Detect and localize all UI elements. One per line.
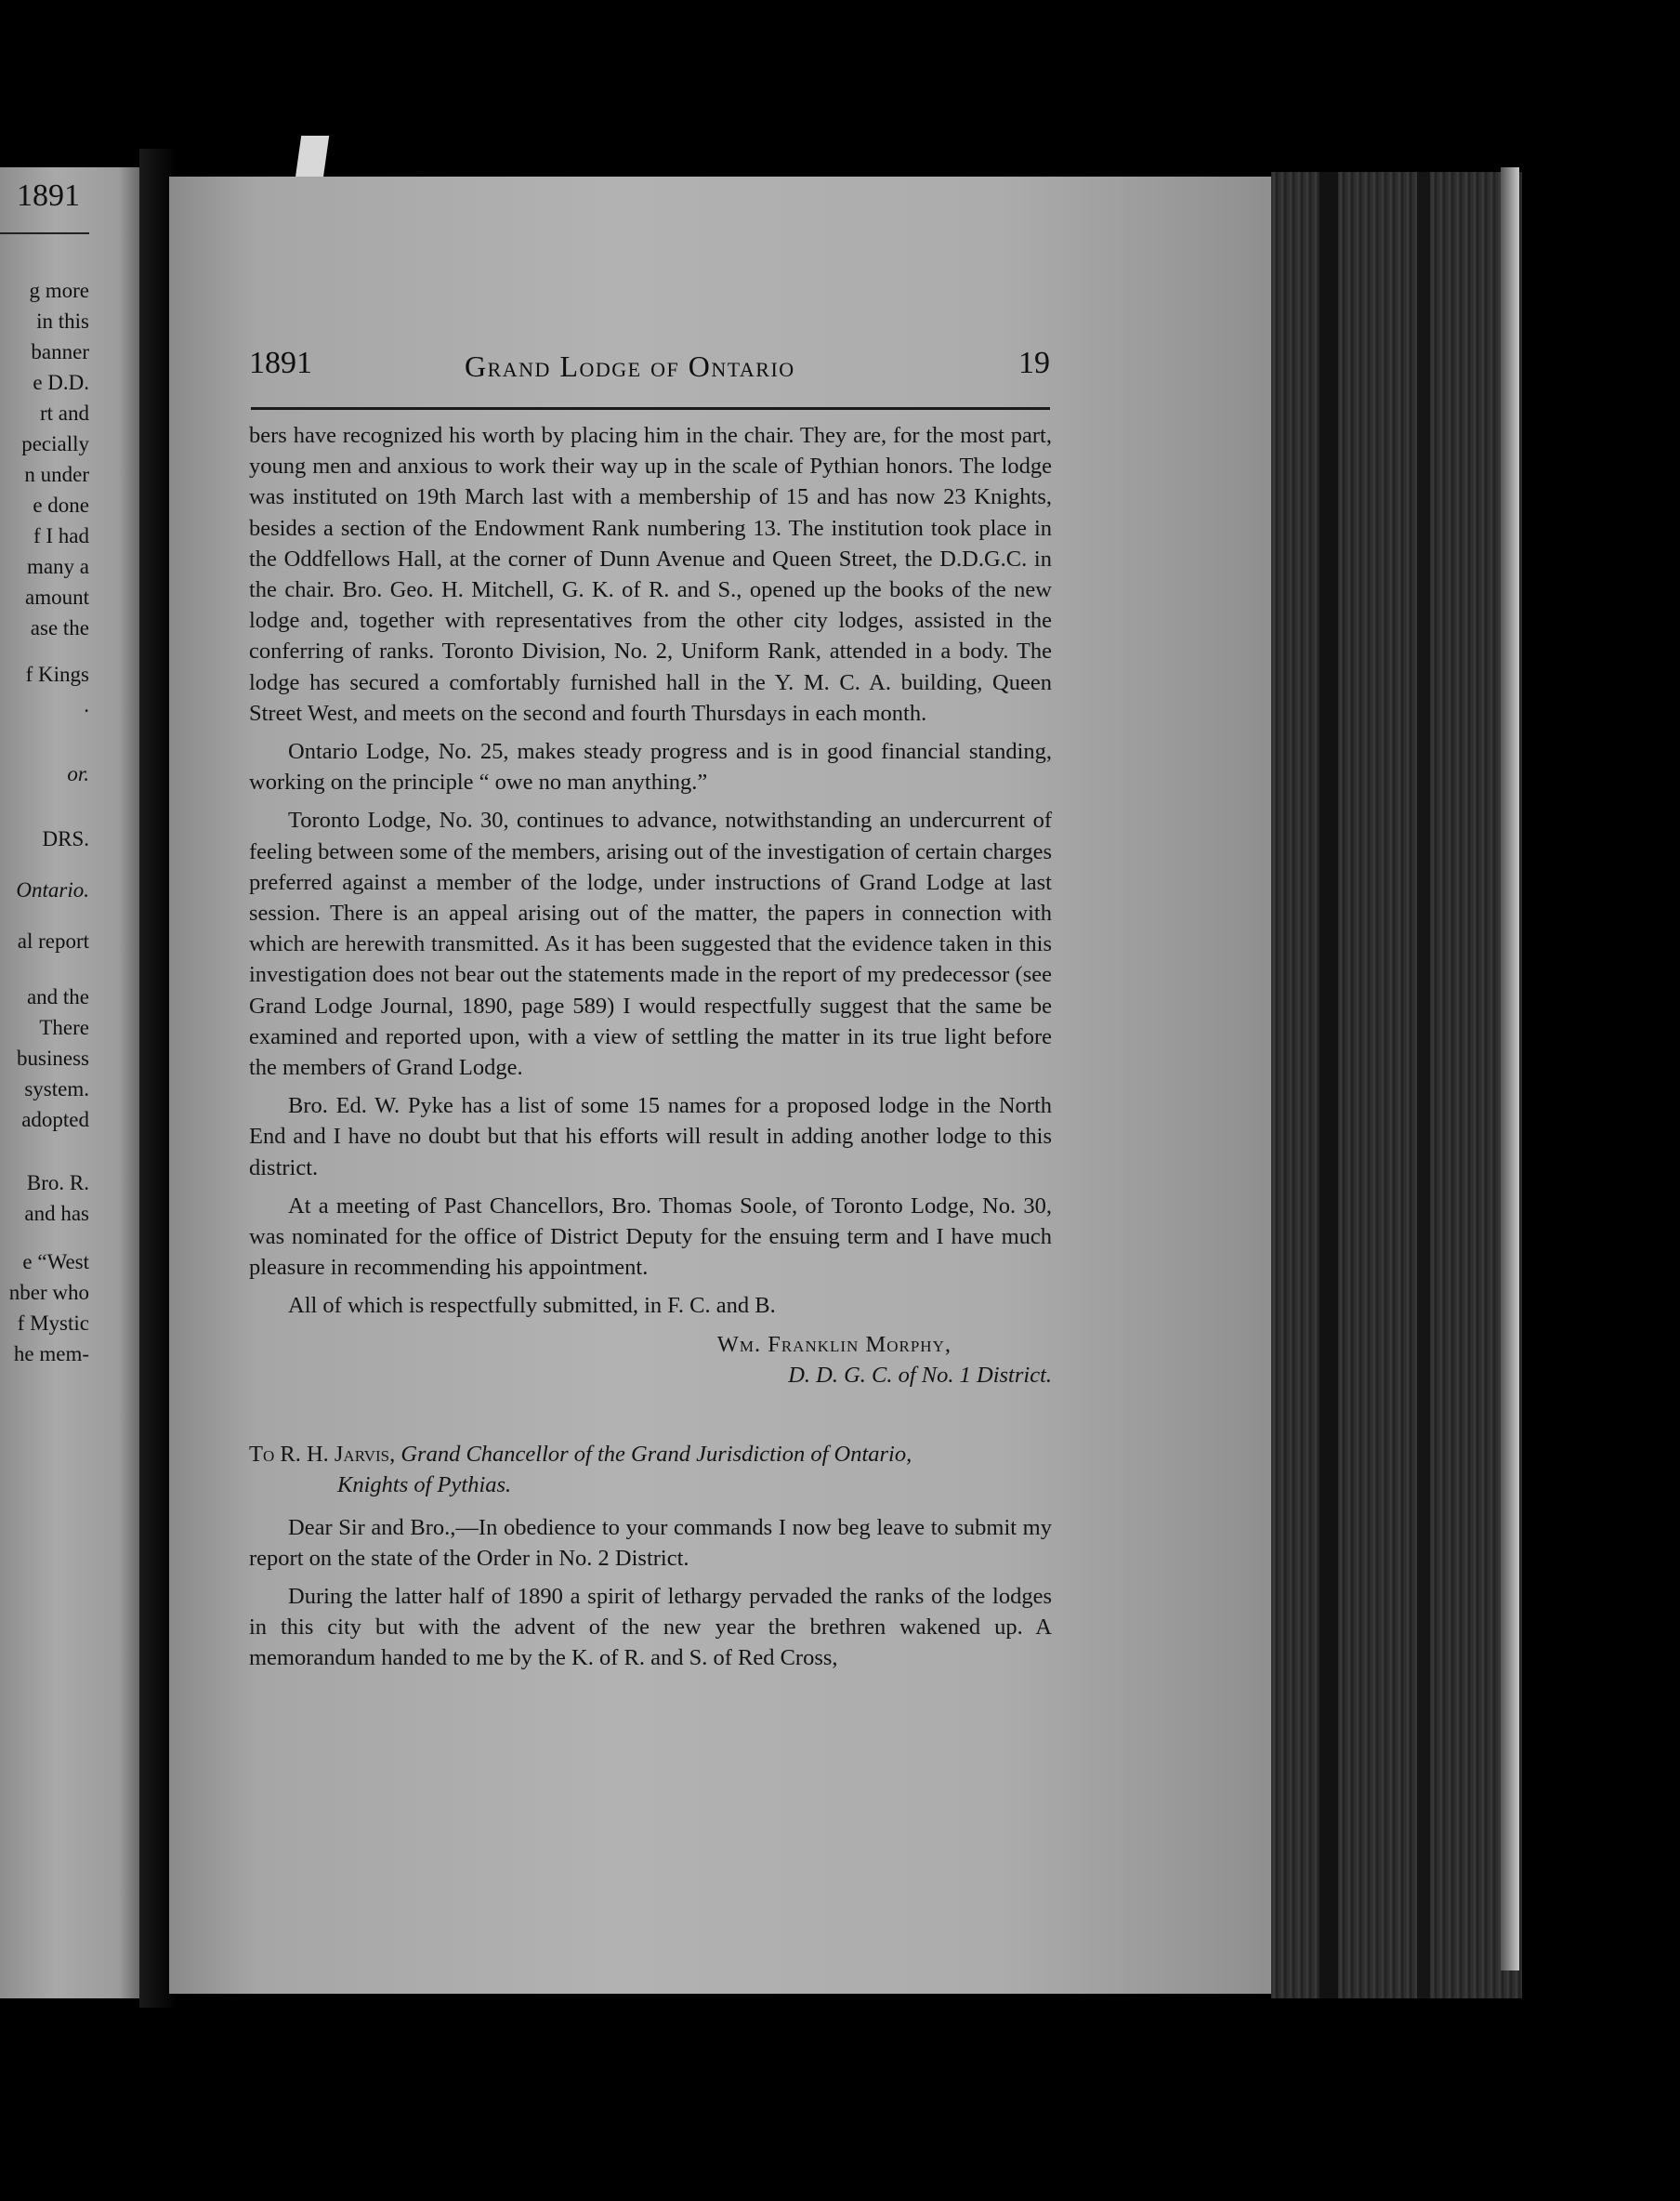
left-page-line: amount: [25, 586, 89, 609]
left-page-header: 1891: [17, 178, 80, 213]
running-head-title: Grand Lodge of Ontario: [465, 349, 795, 383]
address-recipient: To R. H. Jarvis,: [249, 1442, 396, 1468]
left-page-line: Ontario.: [16, 878, 89, 902]
left-page-line: There: [39, 1016, 89, 1039]
left-page-line: adopted: [21, 1108, 89, 1131]
left-page-line: n under: [24, 463, 89, 486]
address-line2: Knights of Pythias.: [337, 1472, 512, 1498]
left-page-line: in this: [36, 310, 89, 333]
left-page-rule: [0, 232, 89, 234]
paragraph: Toronto Lodge, No. 30, continues to advance, notwithstanding an undercurrent of feeling between some of the members, arising out of the investigation of certain charges preferred against a member of the lodge, under instructions of Grand Lodge at last session. There is an appeal arising out of the matter, the papers in connection with which are herewith transmitted. As it has been suggested that the evidence taken in this investigation does not bear out the statements made in the report of my predecessor (see Grand Lodge Journal, 1890, page 589) I would respectfully suggest that the same be examined and reported upon, with a view of settling the matter in its true light before the members of Grand Lodge.: [249, 808, 1052, 1081]
left-page-line: e done: [33, 494, 89, 517]
left-page-line: al report: [17, 929, 89, 953]
left-page-line: and the: [26, 985, 89, 1008]
left-page-line: system.: [24, 1077, 89, 1100]
header-rule: [251, 407, 1050, 410]
paragraph: Bro. Ed. W. Pyke has a list of some 15 names for a proposed lodge in the North End and I have no doubt but that his efforts will result in adding another lodge to this district.: [249, 1093, 1052, 1180]
left-page-line: and has: [24, 1202, 89, 1225]
page-edge-shadow: [1319, 172, 1338, 1998]
left-page-line: Bro. R.: [26, 1171, 89, 1194]
left-page-line: pecially: [21, 432, 89, 455]
page-edge-shadow: [1417, 172, 1430, 1998]
left-page-line: DRS.: [42, 827, 89, 850]
left-page-line: .: [84, 693, 89, 717]
page-number: 19: [1018, 346, 1050, 380]
left-page-line: ase the: [30, 616, 89, 639]
signature-block: [249, 1329, 1052, 1390]
left-page-line: many a: [26, 555, 89, 578]
paragraph: Dear Sir and Bro.,—In obedience to your commands I now beg leave to submit my report on the state of the Order in No. 2 District.: [249, 1514, 1052, 1571]
paragraph: All of which is respectfully submitted, in F. C. and B.: [288, 1293, 776, 1319]
address-role: Grand Chancellor of the Grand Jurisdiction of Ontario,: [400, 1442, 912, 1468]
left-page-line: f Kings: [25, 663, 89, 686]
signature-name: Wm. Franklin Morphy,: [716, 1331, 952, 1357]
paragraph: During the latter half of 1890 a spirit of lethargy pervaded the ranks of the lodges in this city but with the advent of the new year the brethren wakened up. A memorandum handed to me by the K. of R. and S. of Red Cross,: [249, 1583, 1052, 1671]
left-page-line: business: [17, 1047, 89, 1070]
page-body: [249, 420, 1052, 1681]
left-page-line: e “West: [22, 1250, 89, 1273]
paragraph: bers have recognized his worth by placing him in the chair. They are, for the most part, young men and anxious to work their way up in the scale of Pythian honors. The lodge was instituted on 19th March last with a membership of 15 and has now 23 Knights, besides a section of the Endowment Rank numbering 13. The institution took place in the Oddfellows Hall, at the corner of Dunn Avenue and Queen Street, the D.D.G.C. in the chair. Bro. Geo. H. Mitchell, G. K. of R. and S., opened up the books of the new lodge and, together with representatives from the other city lodges, assisted in the conferring of ranks. Toronto Division, No. 2, Uniform Rank, attended in a body. The lodge has secured a comfortably furnished hall in the Y. M. C. A. building, Queen Street West, and meets on the second and fourth Thursdays in each month.: [249, 423, 1052, 726]
paragraph: Ontario Lodge, No. 25, makes steady progress and is in good financial standing, working on the principle “ owe no man anything.”: [249, 739, 1052, 796]
paragraph: At a meeting of Past Chancellors, Bro. Thomas Soole, of Toronto Lodge, No. 30, was nominated for the office of District Deputy for the ensuing term and I have much pleasure in recommending his appointment.: [249, 1193, 1052, 1281]
left-page-line: he mem-: [13, 1342, 89, 1365]
left-page-line: nber who: [8, 1281, 89, 1304]
left-page-line: f I had: [33, 524, 89, 547]
left-page-line: g more: [29, 279, 89, 302]
left-page-line: rt and: [39, 402, 89, 425]
left-page-line: or.: [67, 762, 89, 785]
cover-edge: [1501, 167, 1519, 1970]
left-page-line: f Mystic: [17, 1311, 89, 1335]
running-head-year: 1891: [249, 346, 312, 380]
page-block-edges: [1271, 172, 1522, 1998]
left-page-line: banner: [31, 340, 89, 363]
left-page-line: e D.D.: [33, 371, 89, 394]
running-head: [249, 346, 1050, 387]
signature-title: D. D. G. C. of No. 1 District.: [788, 1362, 1052, 1388]
report-address: [249, 1439, 1052, 1500]
